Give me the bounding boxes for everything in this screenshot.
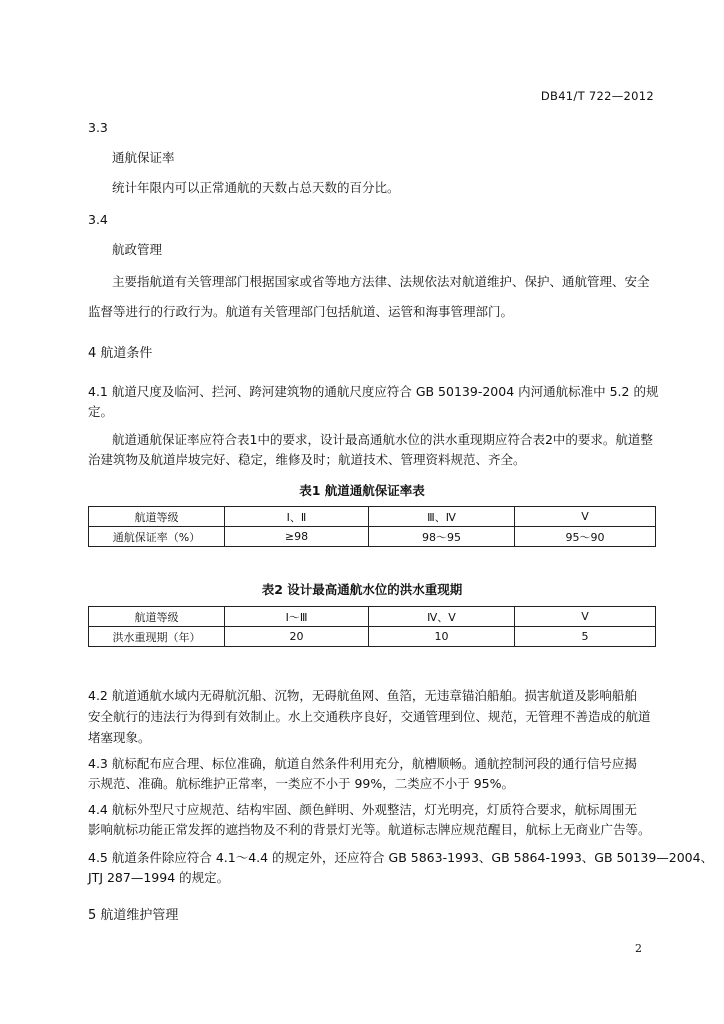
table-cell: 洪水重现期（年）	[89, 627, 225, 647]
table-cell: 通航保证率（%）	[89, 527, 225, 547]
section-title-4: 4 航道条件	[88, 346, 153, 361]
table2-caption: 表2 设计最高通航水位的洪水重现期	[261, 582, 463, 597]
section-title-5: 5 航道维护管理	[88, 908, 179, 923]
table-row	[89, 507, 656, 527]
para-4-1-line1: 4.1 航道尺度及临河、拦河、跨河建筑物的通航尺度应符合 GB 50139-2004 内河通航标准中 5.2 的规	[88, 384, 659, 399]
table-row	[89, 627, 656, 647]
table-cell: 航道等级	[89, 507, 225, 527]
table-cell: Ⅰ、Ⅱ	[225, 507, 369, 527]
standard-code: DB41/T 722—2012	[540, 89, 654, 103]
table-cell: 航道等级	[89, 607, 225, 627]
para-4-5-line1: 4.5 航道条件除应符合 4.1～4.4 的规定外，还应符合 GB 5863-1993、GB 5864-1993、GB 50139—2004、	[88, 850, 714, 865]
definition-3-4-line2: 监督等进行的行政行为。航道有关管理部门包括航道、运管和海事管理部门。	[88, 304, 514, 319]
table-cell: Ⅴ	[515, 607, 656, 627]
table2	[88, 606, 656, 647]
table-cell: ≥98	[225, 527, 369, 547]
table-cell: Ⅲ、Ⅳ	[369, 507, 515, 527]
para-4-3-line1: 4.3 航标配布应合理、标位准确，航道自然条件利用充分，航槽顺畅。通航控制河段的通行信号应揭	[88, 756, 637, 771]
table-cell: Ⅴ	[515, 507, 656, 527]
para-4-3-line2: 示规范、准确。航标维护正常率，一类应不小于 99%，二类应不小于 95%。	[88, 776, 515, 791]
para-4-2-line3: 堵塞现象。	[88, 730, 151, 745]
table-row	[89, 607, 656, 627]
term-3-3: 通航保证率	[112, 150, 175, 165]
para-4-2-line2: 安全航行的违法行为得到有效制止。水上交通秩序良好，交通管理到位、规范，无管理不善造成的航道	[88, 709, 651, 724]
para-4-2-line1: 4.2 航道通航水域内无碍航沉船、沉物，无碍航鱼网、鱼箔，无违章锚泊船舶。损害航道及影响船舶	[88, 688, 637, 703]
para-4-1-line2: 定。	[88, 404, 114, 419]
table-cell: 5	[515, 627, 656, 647]
section-number-3-3: 3.3	[88, 120, 108, 135]
para-4-4-line2: 影响航标功能正常发挥的遮挡物及不利的背景灯光等。航道标志牌应规范醒目，航标上无商业广告等。	[88, 822, 651, 837]
term-3-4: 航政管理	[112, 242, 163, 257]
table-cell: 95～90	[515, 527, 656, 547]
table-cell: 98～95	[369, 527, 515, 547]
table-cell: Ⅳ、Ⅴ	[369, 607, 515, 627]
table1	[88, 506, 656, 547]
para-4-1b-line1: 航道通航保证率应符合表1中的要求，设计最高通航水位的洪水重现期应符合表2中的要求。航道整	[112, 432, 653, 447]
table-row	[89, 527, 656, 547]
table-cell: 20	[225, 627, 369, 647]
table-cell: 10	[369, 627, 515, 647]
section-number-3-4: 3.4	[88, 212, 108, 227]
definition-3-3: 统计年限内可以正常通航的天数占总天数的百分比。	[112, 180, 400, 195]
para-4-1b-line2: 治建筑物及航道岸坡完好、稳定，维修及时；航道技术、管理资料规范、齐全。	[88, 452, 526, 467]
table1-caption: 表1 航道通航保证率表	[299, 483, 425, 498]
table-cell: Ⅰ～Ⅲ	[225, 607, 369, 627]
page-number: 2	[635, 942, 642, 955]
definition-3-4-line1: 主要指航道有关管理部门根据国家或省等地方法律、法规依法对航道维护、保护、通航管理、安全	[112, 274, 650, 289]
para-4-4-line1: 4.4 航标外型尺寸应规范、结构牢固、颜色鲜明、外观整洁，灯光明亮，灯质符合要求，航标周围无	[88, 802, 637, 817]
para-4-5-line2: JTJ 287—1994 的规定。	[88, 870, 230, 885]
